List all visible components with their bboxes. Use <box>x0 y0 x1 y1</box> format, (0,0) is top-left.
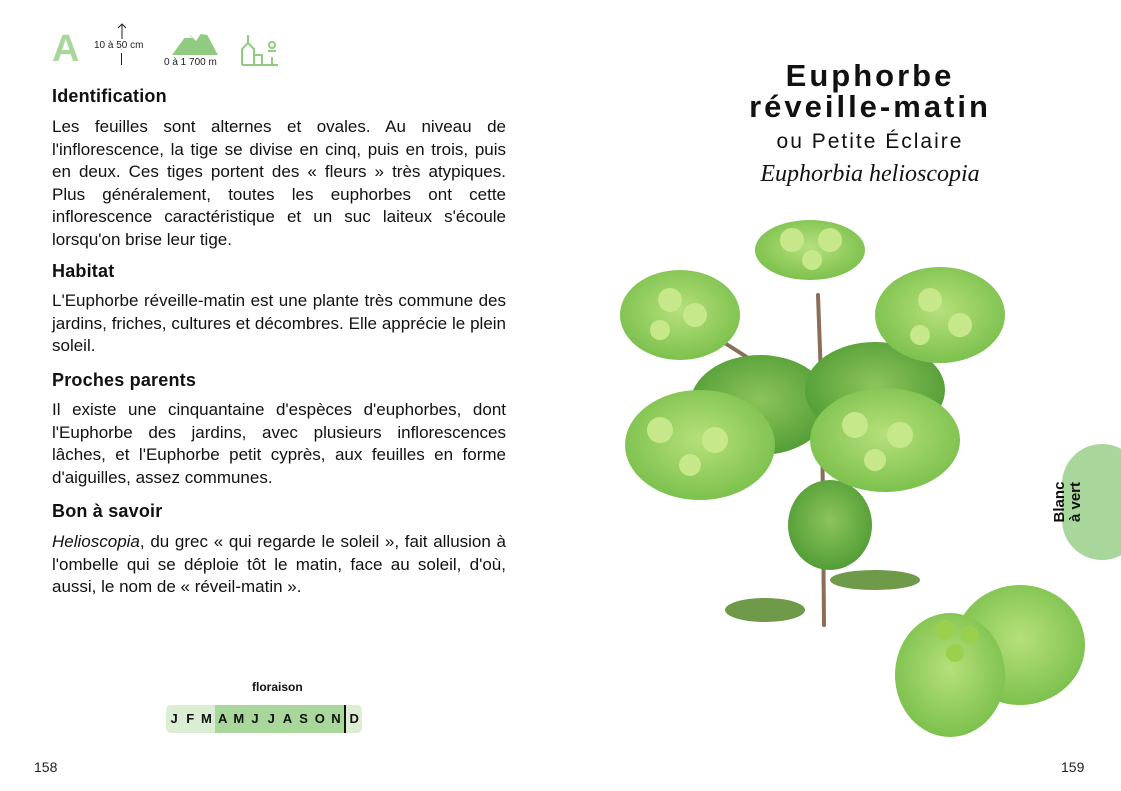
section-title-identification: Identification <box>52 86 167 106</box>
section-title-relatives: Proches parents <box>52 370 197 390</box>
flower-cluster <box>625 390 775 500</box>
section-title-good-to-know: Bon à savoir <box>52 501 163 521</box>
latin-term: Helioscopia <box>52 532 140 551</box>
leaf <box>725 598 805 622</box>
month-11: D <box>346 705 362 733</box>
habitat-text: L'Euphorbe réveille-matin est une plante très commune des jardins, friches, cultures et décombres. Elle apprécie le plein soleil. <box>52 291 506 356</box>
month-3: A <box>215 705 231 733</box>
color-tab-line2: à vert <box>1067 481 1084 523</box>
height-label: 10 à 50 cm <box>94 40 144 51</box>
month-0: J <box>166 705 182 733</box>
flower-cluster <box>875 267 1005 363</box>
month-9: O <box>312 705 328 733</box>
month-2: M <box>198 705 214 733</box>
page-number-left: 158 <box>34 759 58 775</box>
month-4: M <box>231 705 247 733</box>
month-5: J <box>247 705 263 733</box>
alternate-name: ou Petite Éclaire <box>776 130 964 153</box>
height-arrow-icon <box>115 22 129 40</box>
flowering-label: floraison <box>252 680 303 694</box>
month-1: F <box>182 705 198 733</box>
leaf <box>788 480 872 570</box>
leaf <box>830 570 920 590</box>
good-to-know-text <box>52 531 506 599</box>
flowering-calendar <box>166 705 362 733</box>
good-to-know-body: , du grec « qui regarde le soleil », fait allusion à l'ombelle qui se déploie tôt le matin, face au soleil, d'où, aussi, le nom de « réveil-matin ». <box>52 532 506 597</box>
flower-cluster <box>620 270 740 360</box>
altitude-label: 0 à 1 700 m <box>164 57 217 68</box>
month-10: N <box>328 705 346 733</box>
latin-name: Euphorbia helioscopia <box>760 161 980 187</box>
category-letter: A <box>52 28 80 70</box>
village-icon <box>238 31 282 69</box>
month-6: J <box>263 705 279 733</box>
page-number-right: 159 <box>1061 759 1085 775</box>
section-title-habitat: Habitat <box>52 261 115 281</box>
flower-cluster <box>810 388 960 492</box>
species-title-line2: réveille-matin <box>749 89 991 124</box>
month-8: S <box>296 705 312 733</box>
identification-text: Les feuilles sont alternes et ovales. Au niveau de l'inflorescence, la tige se divise en cinq, puis en trois, puis en deux. Ces tiges portent des « fleurs » très atypiques. Plus généralement, toutes les euphorbes ont cette inflorescence caractéristique et un suc laiteux s'écoule lorsqu'on brise leur tige. <box>52 117 506 249</box>
color-tab-line1: Blanc <box>1051 481 1068 523</box>
flower-cluster <box>755 220 865 280</box>
month-7: A <box>279 705 295 733</box>
relatives-text: Il existe une cinquantaine d'espèces d'euphorbes, dont l'Euphorbe des jardins, avec plusieurs inflorescences lâches, et l'Euphorbe petit cyprès, aux feuilles en forme d'aiguilles, assez communes. <box>52 400 506 487</box>
flower-detail <box>895 585 1085 737</box>
species-title-line1: Euphorbe <box>785 58 955 93</box>
euphorbia-illustration <box>600 205 1090 765</box>
height-tick <box>121 53 122 65</box>
mountain-icon <box>172 27 220 57</box>
